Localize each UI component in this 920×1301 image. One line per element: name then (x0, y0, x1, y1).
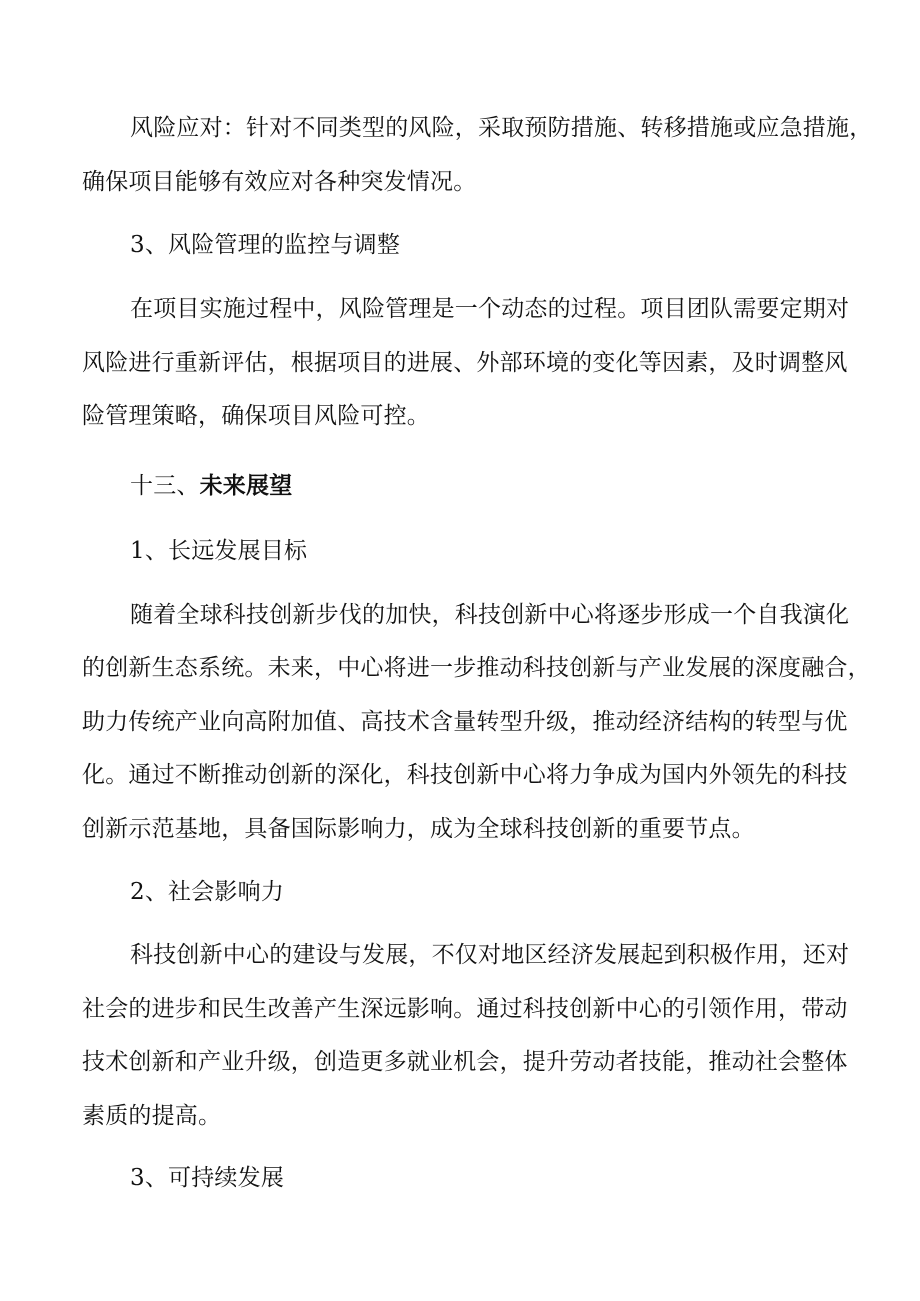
paragraph-line: 风险应对：针对不同类型的风险，采取预防措施、转移措施或应急措施， (130, 115, 873, 141)
document-page (82, 0, 873, 1301)
section-heading (130, 471, 842, 501)
section-title: 未来展望 (199, 472, 293, 499)
paragraph-line: 技术创新和产业升级，创造更多就业机会，提升劳动者技能，推动社会整体 (82, 1049, 848, 1075)
paragraph-line: 的创新生态系统。未来，中心将进一步推动科技创新与产业发展的深度融合， (82, 655, 871, 681)
paragraph-line: 随着全球科技创新步伐的加快，科技创新中心将逐步形成一个自我演化 (130, 602, 850, 628)
paragraph-line: 在项目实施过程中，风险管理是一个动态的过程。项目团队需要定期对 (130, 296, 850, 322)
paragraph-line: 创新示范基地，具备国际影响力，成为全球科技创新的重要节点。 (82, 816, 755, 842)
paragraph-line: 助力传统产业向高附加值、高技术含量转型升级，推动经济结构的转型与优 (82, 709, 848, 735)
subheading-social-impact: 2、社会影响力 (130, 879, 285, 905)
section-number: 十三、 (130, 473, 200, 499)
paragraph-line: 风险进行重新评估，根据项目的进展、外部环境的变化等因素，及时调整风 (82, 350, 848, 376)
paragraph-line: 确保项目能够有效应对各种突发情况。 (82, 169, 477, 195)
paragraph-line: 社会的进步和民生改善产生深远影响。通过科技创新中心的引领作用，带动 (82, 996, 848, 1022)
subheading-long-term-goal: 1、长远发展目标 (130, 538, 308, 564)
paragraph-line: 科技创新中心的建设与发展，不仅对地区经济发展起到积极作用，还对 (130, 942, 850, 968)
paragraph-line: 险管理策略，确保项目风险可控。 (82, 403, 430, 429)
paragraph-line: 素质的提高。 (82, 1103, 222, 1129)
subheading-risk-monitoring: 3、风险管理的监控与调整 (130, 232, 401, 258)
subheading-sustainable-development: 3、可持续发展 (130, 1165, 285, 1191)
paragraph-line: 化。通过不断推动创新的深化，科技创新中心将力争成为国内外领先的科技 (82, 762, 848, 788)
